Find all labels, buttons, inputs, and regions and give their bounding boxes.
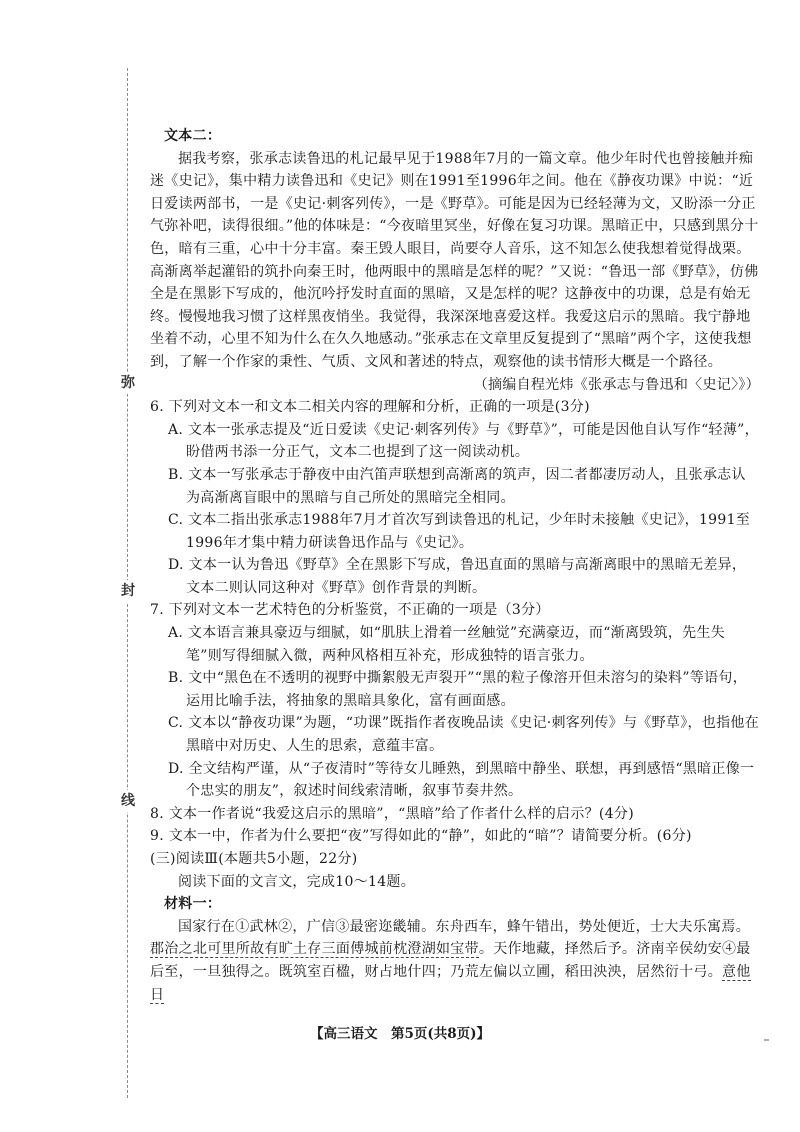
question-7-option-c: C. 文本以“静夜功课”为题，“功课”既指作者夜晚品读《史记·刺客列传》与《野草》，也指他在黑暗中对历史、人生的思索，意蕴丰富。 [168, 715, 759, 755]
corner-mark: ‗ [764, 1030, 769, 1041]
question-6-option-b: B. 文本一写张承志于静夜中由汽笛声联想到高渐离的筑声，因二者都凄厉动人，且张承志认为高渐离盲眼中的黑暗与自己所处的黑暗完全相同。 [168, 466, 746, 506]
material-1-heading: 材料一： [164, 896, 222, 913]
text2-heading: 文本二： [164, 128, 222, 144]
section-3-instruction: 阅读下面的文言文，完成10～14题。 [178, 873, 416, 890]
question-7-option-b: B. 文中“黑色在不透明的视野中撕絮般无声裂开”“黑的粒子像溶开但未溶匀的染料”等语句，运用比喻手法，将抽象的黑暗具象化，富有画面感。 [168, 670, 748, 709]
page-footer: 【高三语文 第5页(共8页)】 [309, 1026, 491, 1042]
seal-char-xian: 线 [117, 790, 139, 812]
material-1-text-part1: 国家行在①武林②，广信③最密迩畿辅。东舟西车，蜂午错出，势处便近，士大夫乐寓焉。 [178, 918, 750, 935]
section-3-title: (三)阅读Ⅲ(本题共5小题，22分) [150, 851, 358, 867]
text2-source: （摘编自程光炜《张承志与鲁迅和〈史记〉》） [473, 376, 760, 393]
page-content [150, 125, 760, 1006]
question-6-stem: 6. 下列对文本一和文本二相关内容的理解和分析，正确的一项是(3分) [150, 399, 590, 416]
question-6-option-d: D. 文本一认为鲁迅《野草》全在黑影下写成，鲁迅直面的黑暗与高渐离眼中的黑暗无差异，文本二则认同这种对《野草》创作背景的判断。 [168, 557, 747, 596]
text2-paragraph: 据我考察，张承志读鲁迅的札记最早见于1988年7月的一篇文章。他少年时代也曾接触并痴迷《史记》，集中精力读鲁迅和《史记》则在1991至1996年之间。他在《静夜功课》中说：“近日爱读两部书，一是《史记·刺客列传》，一是《野草》。可能是因为已经轻薄为文，又盼添一分正气弥补吧，读得很细。”他的体味是：“今夜暗里冥坐，好像在复习功课。黑暗正中，只感到黑分十色，暗有三重，心中十分丰富。秦王毁人眼目，尚要夺人音乐，这不知怎么使我想着觉得战栗。高渐离举起灌铅的筑扑向秦王时，他两眼中的黑暗是怎样的呢？”又说：“鲁迅一部《野草》，仿佛全是在黑影下写成的，他沉吟抒发时直面的黑暗，又是怎样的呢？这静夜中的功课，总是有始无终。慢慢地我习惯了这样黑夜悄坐。我觉得，我深深地喜爱这样。我爱这启示的黑暗。我宁静地坐着不动，心里不知为什么在久久地感动。”张承志在文章里反复提到了“黑暗”两个字，这使我想到，了解一个作家的秉性、气质、文风和著述的特点，观察他的读书情形大概是一个路径。 [150, 150, 759, 370]
material-1-paragraph [150, 916, 760, 1006]
question-6-option-a: A. 文本一张承志提及“近日爱读《史记·刺客列传》与《野草》”，可能是因他自认写作“轻薄”，盼借两书添一分正气，文本二也提到了这一阅读动机。 [168, 421, 759, 461]
question-8: 8. 文本一作者说“我爱这启示的黑暗”，“黑暗”给了作者什么样的启示？(4分) [150, 805, 634, 822]
material-1-dotted-segment-2: 意他日 [150, 963, 751, 1003]
question-6-option-c: C. 文本二指出张承志1988年7月才首次写到读鲁迅的札记，少年时未接触《史记》，1991至1996年才集中精力研读鲁迅作品与《史记》。 [168, 512, 751, 551]
material-1-dotted-segment-1: 郡治之北可里所故有旷土存三面傅城前枕澄湖如宝带 [150, 941, 479, 958]
seal-char-feng: 封 [117, 580, 139, 602]
question-7-stem: 7. 下列对文本一艺术特色的分析鉴赏，不正确的一项是（3分） [150, 602, 550, 619]
question-7-option-a: A. 文本语言兼具豪迈与细腻，如“肌肤上滑着一丝触觉”充满豪迈，而“渐离毁筑，先生失笔”则写得细腻入微，两种风格相互补充，形成独特的语言张力。 [168, 625, 726, 664]
question-7-option-d: D. 全文结构严谨，从“子夜清时”等待女儿睡熟，到黑暗中静坐、联想，再到感悟“黑暗正像一个忠实的朋友”，叙述时间线索清晰，叙事节奏井然。 [168, 760, 755, 800]
question-9: 9. 文本一中，作者为什么要把“夜”写得如此的“静”，如此的“暗”？请简要分析。(6分) [150, 828, 692, 845]
material-1-text-part2: 。天作地藏，择然后予。济南辛侯幼安④最后至，一旦独得之。既筑室百楹，财占地什四；乃荒左偏以立圃，稻田泱泱，居然衍十弓。 [150, 941, 751, 980]
seal-char-mi: 弥 [117, 372, 139, 394]
